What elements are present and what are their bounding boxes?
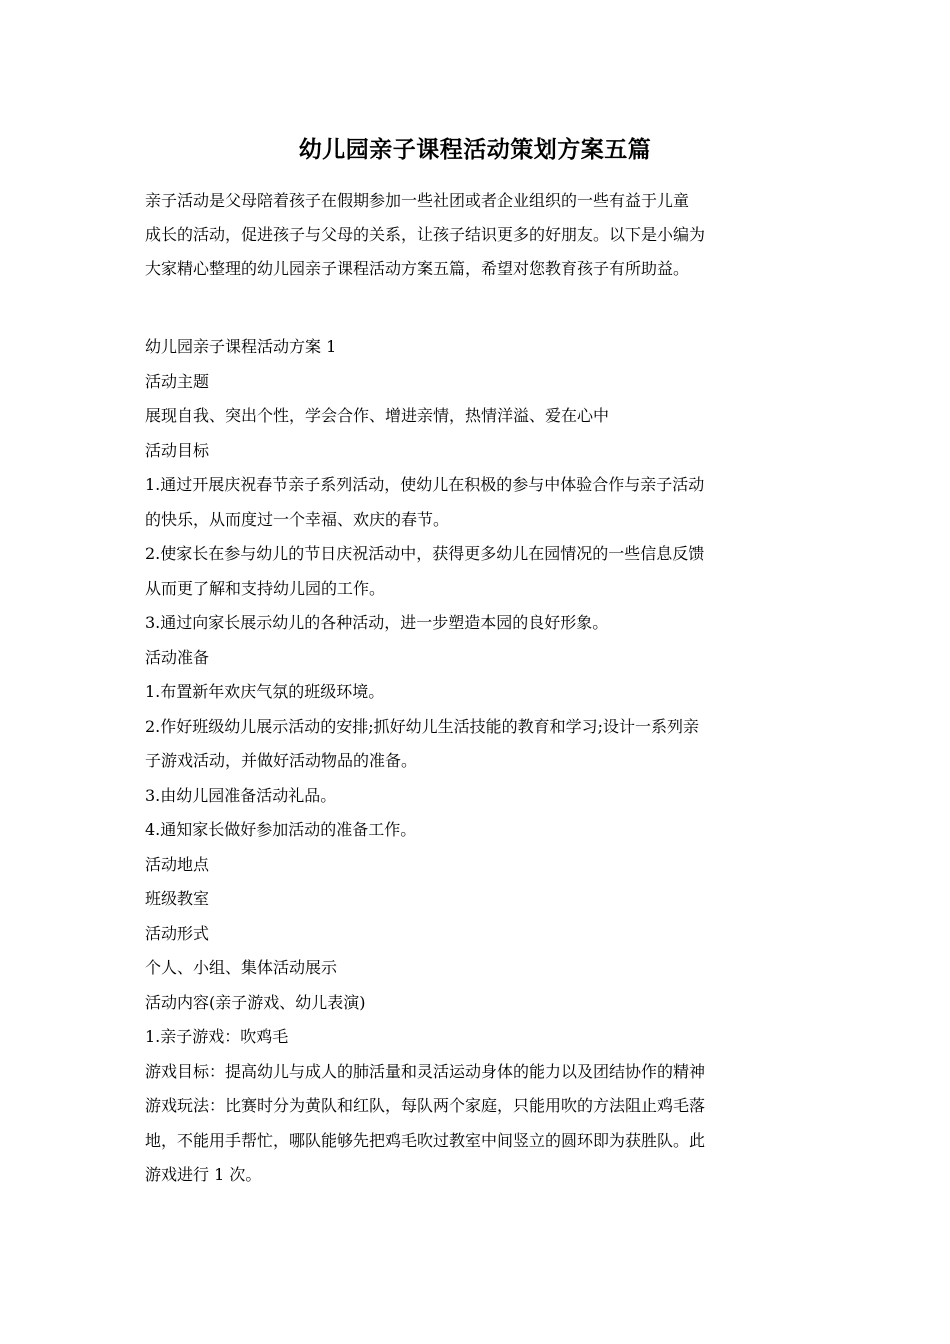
subheading-format: 活动形式 — [145, 923, 210, 943]
body-line: 3.由幼儿园准备活动礼品。 — [145, 785, 337, 805]
body-line: 展现自我、突出个性，学会合作、增进亲情，热情洋溢、爱在心中 — [145, 406, 610, 425]
intro-line: 亲子活动是父母陪着孩子在假期参加一些社团或者企业组织的一些有益于儿童 — [145, 191, 690, 210]
body-line: 游戏进行 1 次。 — [145, 1165, 262, 1184]
section-heading: 幼儿园亲子课程活动方案 1 — [145, 337, 337, 356]
body-line: 游戏目标：提高幼儿与成人的肺活量和灵活运动身体的能力以及团结协作的精神 — [145, 1061, 706, 1081]
body-line: 子游戏活动，并做好活动物品的准备。 — [145, 751, 418, 770]
body-line: 个人、小组、集体活动展示 — [145, 958, 338, 977]
body-line: 2.作好班级幼儿展示活动的安排;抓好幼儿生活技能的教育和学习;设计一系列亲 — [145, 716, 700, 736]
body-line: 1.亲子游戏：吹鸡毛 — [145, 1027, 289, 1046]
body-line: 从而更了解和支持幼儿园的工作。 — [145, 578, 386, 598]
body-line: 1.布置新年欢庆气氛的班级环境。 — [145, 682, 385, 701]
body-line: 游戏玩法：比赛时分为黄队和红队，每队两个家庭，只能用吹的方法阻止鸡毛落 — [145, 1096, 706, 1115]
document-title: 幼儿园亲子课程活动策划方案五篇 — [298, 136, 652, 163]
subheading-content: 活动内容(亲子游戏、幼儿表演) — [145, 992, 366, 1012]
intro-line: 成长的活动，促进孩子与父母的关系，让孩子结识更多的好朋友。以下是小编为 — [145, 225, 706, 244]
document-body — [145, 330, 810, 1193]
body-line: 地，不能用手帮忙，哪队能够先把鸡毛吹过教室中间竖立的圆环即为获胜队。此 — [145, 1130, 706, 1150]
body-line: 4.通知家长做好参加活动的准备工作。 — [145, 820, 417, 839]
body-line: 班级教室 — [145, 889, 210, 908]
body-line: 1.通过开展庆祝春节亲子系列活动，使幼儿在积极的参与中体验合作与亲子活动 — [145, 475, 705, 494]
intro-paragraph — [145, 184, 810, 286]
subheading-preparation: 活动准备 — [145, 647, 210, 667]
subheading-location: 活动地点 — [145, 854, 210, 874]
subheading-goals: 活动目标 — [145, 440, 210, 460]
body-line: 的快乐，从而度过一个幸福、欢庆的春节。 — [145, 509, 450, 529]
subheading-theme: 活动主题 — [145, 371, 210, 391]
body-line: 3.通过向家长展示幼儿的各种活动，进一步塑造本园的良好形象。 — [145, 613, 609, 632]
body-line: 2.使家长在参与幼儿的节日庆祝活动中，获得更多幼儿在园情况的一些信息反馈 — [145, 544, 705, 563]
intro-line: 大家精心整理的幼儿园亲子课程活动方案五篇，希望对您教育孩子有所助益。 — [145, 259, 690, 278]
